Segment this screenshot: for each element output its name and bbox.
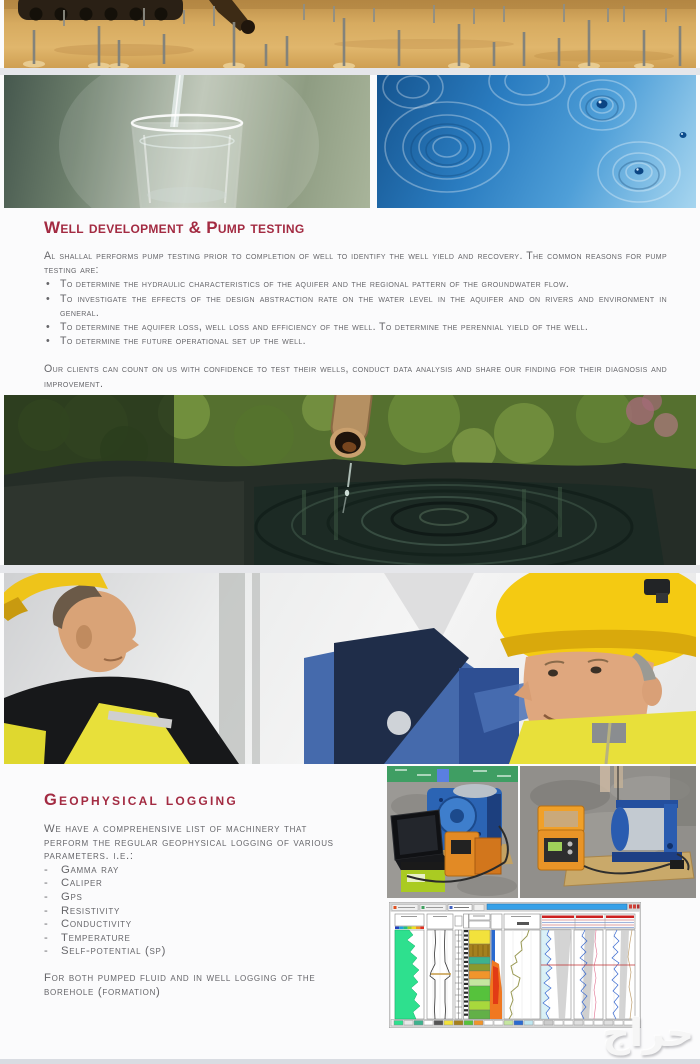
workers-photo-illustration bbox=[4, 573, 696, 764]
photo-water-glass bbox=[4, 75, 370, 208]
log-color-scale bbox=[395, 927, 424, 930]
list-item bbox=[44, 292, 667, 320]
list-item bbox=[44, 320, 667, 334]
bullet-marker: • bbox=[46, 292, 51, 305]
list-item bbox=[44, 932, 338, 946]
log-window-title-bar bbox=[487, 904, 627, 910]
divider-gap bbox=[0, 68, 700, 75]
list-item bbox=[44, 905, 338, 919]
list-item-text: Caliper bbox=[61, 877, 103, 890]
desert-photo-illustration bbox=[4, 0, 696, 68]
ripples-photo-illustration bbox=[377, 75, 696, 208]
page-bottom-edge bbox=[0, 1059, 700, 1064]
list-item bbox=[44, 864, 338, 878]
well-log-software-screenshot bbox=[389, 902, 641, 1028]
list-item-text: To determine the future operational set up the well. bbox=[60, 335, 306, 348]
machinery-photo-1-illustration bbox=[387, 766, 518, 898]
log-window-tabs bbox=[392, 905, 484, 911]
dash-marker: - bbox=[44, 931, 49, 944]
photo-logging-winch-case bbox=[520, 766, 696, 898]
list-item-text: To determine the aquifer loss, well loss and efficiency of the well. To determine the perennial yield of the well. bbox=[60, 321, 589, 334]
list-item bbox=[44, 334, 667, 348]
dash-marker: - bbox=[44, 877, 49, 890]
list-item bbox=[44, 891, 338, 905]
divider-gap bbox=[0, 565, 700, 573]
log-track-lithology-column bbox=[469, 930, 490, 1019]
photo-logging-winch-laptop bbox=[387, 766, 518, 898]
list-item-text: To investigate the effects of the design abstraction rate on the water level in the aquifer and on rivers and environment in general. bbox=[60, 292, 667, 319]
glass-photo-illustration bbox=[4, 75, 370, 208]
list-item-text: To determine the hydraulic characteristics of the aquifer and the regional pattern of the groundwater flow. bbox=[60, 278, 570, 291]
dash-marker: - bbox=[44, 918, 49, 931]
list-item-text: Gamma ray bbox=[61, 863, 120, 876]
list-item bbox=[44, 277, 667, 291]
fountain-photo-illustration bbox=[4, 395, 696, 565]
pump-testing-closing: Our clients can count on us with confidence to test their wells, conduct data analysis and share our finding for their diagnosis and improvement. bbox=[44, 363, 667, 390]
photo-bamboo-fountain bbox=[4, 395, 696, 565]
haraj-watermark: حراج bbox=[602, 1013, 694, 1055]
well-log-chart-illustration bbox=[389, 902, 641, 1028]
list-item bbox=[44, 918, 338, 932]
photo-desert-wellpoints bbox=[4, 0, 696, 68]
machinery-photo-2-illustration bbox=[520, 766, 696, 898]
dash-marker: - bbox=[44, 945, 49, 958]
bullet-marker: • bbox=[46, 335, 51, 348]
list-item-text: Resistivity bbox=[61, 904, 120, 917]
photo-water-ripples bbox=[377, 75, 696, 208]
list-item bbox=[44, 877, 338, 891]
list-item bbox=[44, 945, 338, 959]
geophysical-heading: Geophysical logging bbox=[44, 791, 238, 809]
list-item-text: Conductivity bbox=[61, 918, 132, 931]
pump-testing-heading: Well development & Pump testing bbox=[44, 218, 305, 237]
bullet-marker: • bbox=[46, 321, 51, 334]
section-geophysical-logging bbox=[44, 791, 338, 999]
log-window-close-buttons bbox=[629, 905, 640, 909]
dash-marker: - bbox=[44, 890, 49, 903]
geophysical-closing: For both pumped fluid and in well logging of the borehole (formation) bbox=[44, 971, 316, 998]
list-item-text: Gps bbox=[61, 890, 83, 903]
list-item-text: Self-potential (sp) bbox=[61, 945, 167, 958]
list-item-text: Temperature bbox=[61, 931, 131, 944]
section-pump-testing bbox=[44, 218, 667, 391]
geophysical-parameter-list bbox=[44, 864, 338, 959]
dash-marker: - bbox=[44, 904, 49, 917]
photo-workers-hardhats bbox=[4, 573, 696, 764]
geophysical-intro: We have a comprehensive list of machinery that perform the regular geophysical logging of various parameters. i.e.: bbox=[44, 823, 334, 863]
pump-testing-intro: Al shallal performs pump testing prior to completion of well to identify the well yield and recovery. The common reasons for pump testing are: bbox=[44, 250, 667, 277]
pump-testing-bullet-list bbox=[44, 277, 667, 348]
dash-marker: - bbox=[44, 863, 49, 876]
bullet-marker: • bbox=[46, 278, 51, 291]
